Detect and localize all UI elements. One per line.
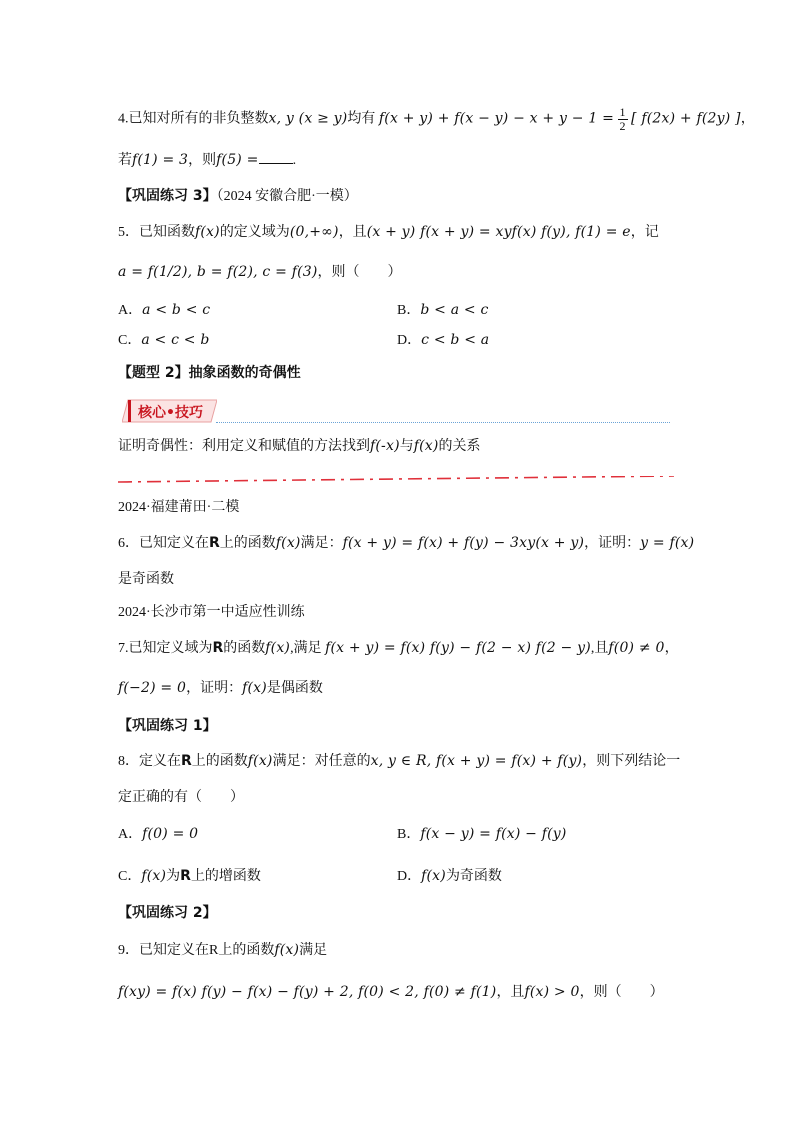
core-tip-badge bbox=[122, 398, 217, 424]
q8-fx: f(x) bbox=[247, 753, 273, 769]
q8-option-b-letter: B． bbox=[397, 827, 421, 842]
practice-2-label: 【巩固练习 2】 bbox=[118, 905, 217, 921]
q5-option-c-letter: C． bbox=[118, 333, 142, 348]
q8-option-c-letter: C． bbox=[118, 869, 142, 884]
q4-frac-den: 2 bbox=[619, 119, 626, 133]
q8-line2: 定正确的有（ ） bbox=[118, 790, 244, 805]
q8-prefix: 8．定义在 bbox=[118, 754, 181, 769]
q9-line2 bbox=[118, 982, 664, 1003]
q9-equation: f(xy) = f(x) f(y) − f(x) − f(y) + 2, f(0) < 2, f(0) ≠ f(1) bbox=[118, 984, 497, 1000]
q5-option-a-letter: A． bbox=[118, 303, 143, 318]
practice-3-source: （2024 安徽合肥·一模） bbox=[216, 189, 358, 204]
q5-equation: (x + y) f(x + y) = xyf(x) f(y), f(1) = e bbox=[366, 224, 631, 240]
q5-mid2: ，且 bbox=[338, 225, 367, 240]
q7-end: ， bbox=[664, 641, 679, 656]
q5-line2-end: ，则（ ） bbox=[317, 265, 402, 280]
tip-prefix: 证明奇偶性：利用定义和赋值的方法找到 bbox=[118, 439, 370, 454]
badge-label: 核心•技巧 bbox=[138, 405, 203, 421]
q5-fx: f(x) bbox=[195, 224, 220, 240]
q7-mid3: ,且 bbox=[590, 641, 609, 656]
q4-equation-right: [ f(2x) + f(2y) ] bbox=[631, 110, 741, 127]
q4-condition: f(1) = 3 bbox=[132, 152, 189, 168]
q8-option-a[interactable] bbox=[118, 824, 198, 845]
practice-3-label: 【巩固练习 3】 bbox=[118, 188, 217, 204]
q8-option-b-text: f(x − y) = f(x) − f(y) bbox=[420, 826, 567, 842]
tip-fneg: f(-x) bbox=[370, 438, 400, 454]
q5-option-d-letter: D． bbox=[397, 333, 422, 348]
q4-prefix: 4.已知对所有的非负整数 bbox=[118, 111, 269, 127]
q8-line1 bbox=[118, 751, 680, 772]
q7-claim: 是偶函数 bbox=[266, 681, 323, 696]
q8-option-d-letter: D． bbox=[397, 869, 422, 884]
q7-prove: ，证明： bbox=[186, 681, 243, 696]
q7-line2 bbox=[118, 678, 323, 699]
q6-fx: f(x) bbox=[275, 535, 301, 551]
q4-end: . bbox=[292, 153, 297, 168]
q4-line1-end: ， bbox=[740, 111, 755, 127]
dash-dot-separator bbox=[118, 476, 674, 484]
q5-option-a-text: a < b < c bbox=[142, 302, 211, 318]
q9-end: 满足 bbox=[299, 943, 328, 958]
q8-mid2: 满足：对任意的 bbox=[272, 754, 371, 769]
q4-fraction bbox=[618, 106, 628, 133]
section-heading-type2: 【题型 2】抽象函数的奇偶性 bbox=[118, 365, 301, 381]
q8-end: ，则下列结论一 bbox=[582, 754, 681, 769]
q9-line1 bbox=[118, 940, 327, 961]
q4-line1 bbox=[118, 106, 755, 133]
q6-mid: 上的函数 bbox=[219, 536, 276, 551]
q8-option-d-text: 为奇函数 bbox=[445, 869, 502, 884]
q8-option-c-text: 为 bbox=[166, 869, 181, 884]
q5-option-a[interactable] bbox=[118, 300, 210, 321]
q4-equation-left: f(x + y) + f(x − y) − x + y − 1 = bbox=[378, 110, 615, 127]
q8-option-c-fx: f(x) bbox=[141, 868, 167, 884]
q6-claim: y = f(x) bbox=[640, 535, 695, 551]
q6-line1 bbox=[118, 533, 694, 554]
q9-line2-end: ，则（ ） bbox=[579, 985, 664, 1000]
q6-prefix: 6．已知定义在 bbox=[118, 536, 209, 551]
q8-option-d[interactable] bbox=[397, 866, 502, 887]
q5-prefix: 5．已知函数 bbox=[118, 225, 195, 240]
q5-end: ，记 bbox=[630, 225, 659, 240]
q4-mid: 均有 bbox=[347, 111, 376, 127]
q7-mid: 的函数 bbox=[223, 641, 266, 656]
q8-option-a-text: f(0) = 0 bbox=[142, 826, 199, 842]
q4-if: 若 bbox=[118, 153, 132, 168]
q4-line2 bbox=[118, 150, 296, 171]
q7-R: R bbox=[212, 640, 224, 656]
q8-option-c[interactable] bbox=[118, 866, 261, 887]
q9-mid2: ，且 bbox=[496, 985, 525, 1000]
q4-then: ，则 bbox=[188, 153, 217, 168]
practice-1-label: 【巩固练习 1】 bbox=[118, 718, 217, 734]
source-q6: 2024·福建莆田·二模 bbox=[118, 500, 240, 515]
q9-prefix: 9．已知定义在 bbox=[118, 943, 209, 958]
q6-equation: f(x + y) = f(x) + f(y) − 3xy(x + y) bbox=[342, 535, 585, 551]
q7-fx-2: f(x) bbox=[242, 680, 267, 696]
q6-mid3: ，证明： bbox=[584, 536, 641, 551]
answer-blank[interactable] bbox=[259, 151, 293, 164]
source-q7: 2024·长沙市第一中适应性训练 bbox=[118, 605, 305, 620]
q7-condition: f(0) ≠ 0 bbox=[608, 640, 665, 656]
q8-option-d-fx: f(x) bbox=[421, 868, 446, 884]
q4-ask: f(5) = bbox=[216, 152, 259, 168]
q5-option-d-text: c < b < a bbox=[421, 332, 490, 348]
q8-option-b[interactable] bbox=[397, 824, 567, 845]
q7-prefix: 7.已知定义域为 bbox=[118, 641, 213, 656]
q9-mid: 上的函数 bbox=[218, 943, 275, 958]
q8-R: R bbox=[181, 753, 192, 769]
q5-line2 bbox=[118, 262, 402, 283]
q8-option-c-R: R bbox=[180, 868, 191, 884]
q6-line2: 是奇函数 bbox=[118, 572, 174, 587]
q7-fx: f(x) bbox=[265, 640, 291, 656]
q6-R: R bbox=[209, 535, 220, 551]
tip-mid: 与 bbox=[399, 439, 414, 454]
q8-option-c-tail: 上的增函数 bbox=[190, 869, 261, 884]
q5-option-b-letter: B． bbox=[397, 303, 421, 318]
q7-equation: f(x + y) = f(x) f(y) − f(2 − x) f(2 − y) bbox=[325, 640, 591, 656]
q5-option-b[interactable] bbox=[397, 300, 489, 321]
q5-domain: (0,+∞) bbox=[289, 224, 339, 240]
tip-end: 的关系 bbox=[438, 439, 481, 454]
tip-fx: f(x) bbox=[413, 438, 439, 454]
q5-definitions: a = f(1/2), b = f(2), c = f(3) bbox=[118, 264, 318, 280]
q7-condition-2: f(−2) = 0 bbox=[118, 680, 187, 696]
q5-option-b-text: b < a < c bbox=[420, 302, 489, 318]
q9-fx: f(x) bbox=[274, 942, 300, 958]
q5-mid: 的定义域为 bbox=[219, 225, 290, 240]
q5-option-c[interactable] bbox=[118, 330, 210, 351]
q6-mid2: 满足： bbox=[300, 536, 343, 551]
q4-frac-num: 1 bbox=[619, 105, 626, 119]
q7-mid2: ,满足 bbox=[290, 641, 322, 656]
q4-vars: x, y (x ≥ y) bbox=[268, 110, 348, 127]
q5-option-d[interactable] bbox=[397, 330, 489, 351]
q8-mid: 上的函数 bbox=[191, 754, 248, 769]
q9-condition: f(x) > 0 bbox=[524, 984, 580, 1000]
tip-line bbox=[118, 436, 481, 457]
practice-3-line bbox=[118, 186, 358, 207]
q7-line1 bbox=[118, 638, 679, 659]
q5-option-c-text: a < c < b bbox=[141, 332, 210, 348]
q9-R: R bbox=[209, 943, 219, 958]
q8-option-a-letter: A． bbox=[118, 827, 143, 842]
badge-divider bbox=[216, 422, 670, 423]
q8-condition: x, y ∈ R, f(x + y) = f(x) + f(y) bbox=[370, 753, 583, 769]
q5-line1 bbox=[118, 222, 659, 243]
